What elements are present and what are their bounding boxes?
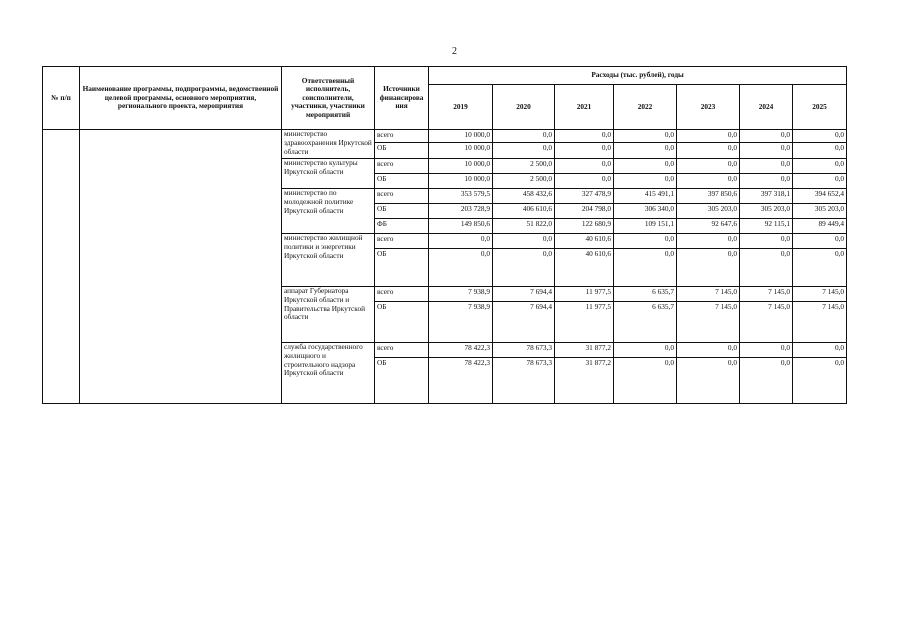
- amount-cell: 0,0: [677, 343, 740, 358]
- amount-cell: 6 635,7: [614, 302, 677, 343]
- header-source: Источники финансирова ния: [375, 67, 429, 130]
- amount-cell: 0,0: [677, 130, 740, 143]
- source-cell: ОБ: [375, 204, 429, 219]
- amount-cell: 10 000,0: [429, 143, 493, 159]
- amount-cell: 0,0: [429, 234, 493, 249]
- amount-cell: 0,0: [793, 358, 847, 404]
- header-year: 2022: [614, 85, 677, 130]
- amount-cell: 0,0: [614, 130, 677, 143]
- source-cell: ОБ: [375, 302, 429, 343]
- source-cell: всего: [375, 159, 429, 174]
- amount-cell: 78 673,3: [493, 358, 555, 404]
- amount-cell: 92 647,6: [677, 219, 740, 234]
- source-cell: всего: [375, 287, 429, 302]
- executor-cell: аппарат Губернатора Иркутской области и Правительства Иркутской области: [282, 287, 375, 343]
- amount-cell: 306 340,0: [614, 204, 677, 219]
- amount-cell: 353 579,5: [429, 189, 493, 204]
- header-year: 2024: [740, 85, 793, 130]
- amount-cell: 0,0: [555, 159, 614, 174]
- source-cell: всего: [375, 189, 429, 204]
- amount-cell: 7 694,4: [493, 287, 555, 302]
- amount-cell: 11 977,5: [555, 302, 614, 343]
- amount-cell: 397 318,1: [740, 189, 793, 204]
- amount-cell: 305 203,0: [677, 204, 740, 219]
- amount-cell: 327 478,9: [555, 189, 614, 204]
- header-year: 2020: [493, 85, 555, 130]
- amount-cell: 40 610,6: [555, 234, 614, 249]
- executor-cell: министерство по молодежной политике Иркутской области: [282, 189, 375, 234]
- amount-cell: 0,0: [740, 143, 793, 159]
- amount-cell: 7 938,9: [429, 287, 493, 302]
- amount-cell: 0,0: [677, 234, 740, 249]
- amount-cell: 51 822,0: [493, 219, 555, 234]
- amount-cell: 122 680,9: [555, 219, 614, 234]
- amount-cell: 0,0: [614, 174, 677, 189]
- amount-cell: 0,0: [677, 143, 740, 159]
- source-cell: ОБ: [375, 174, 429, 189]
- amount-cell: 0,0: [493, 130, 555, 143]
- page-number: 2: [452, 46, 457, 57]
- amount-cell: 40 610,6: [555, 249, 614, 287]
- source-cell: ФБ: [375, 219, 429, 234]
- source-cell: ОБ: [375, 358, 429, 404]
- amount-cell: 0,0: [740, 343, 793, 358]
- header-year: 2023: [677, 85, 740, 130]
- table-row: [43, 130, 847, 143]
- amount-cell: 0,0: [740, 234, 793, 249]
- source-cell: ОБ: [375, 249, 429, 287]
- header-year: 2021: [555, 85, 614, 130]
- amount-cell: 78 422,3: [429, 358, 493, 404]
- amount-cell: 397 850,6: [677, 189, 740, 204]
- amount-cell: 7 145,0: [677, 302, 740, 343]
- amount-cell: 7 145,0: [740, 302, 793, 343]
- amount-cell: 0,0: [677, 249, 740, 287]
- amount-cell: 6 635,7: [614, 287, 677, 302]
- amount-cell: 7 145,0: [793, 287, 847, 302]
- amount-cell: 0,0: [493, 143, 555, 159]
- amount-cell: 0,0: [555, 143, 614, 159]
- header-year: 2025: [793, 85, 847, 130]
- amount-cell: 0,0: [793, 234, 847, 249]
- source-cell: ОБ: [375, 143, 429, 159]
- amount-cell: 305 203,0: [793, 204, 847, 219]
- amount-cell: 0,0: [793, 174, 847, 189]
- amount-cell: 89 449,4: [793, 219, 847, 234]
- amount-cell: 2 500,0: [493, 159, 555, 174]
- amount-cell: 7 145,0: [793, 302, 847, 343]
- amount-cell: 0,0: [614, 159, 677, 174]
- amount-cell: 0,0: [677, 159, 740, 174]
- amount-cell: 31 877,2: [555, 358, 614, 404]
- header-year: 2019: [429, 85, 493, 130]
- amount-cell: 0,0: [555, 130, 614, 143]
- header-no: № п/п: [43, 67, 80, 130]
- amount-cell: 149 850,6: [429, 219, 493, 234]
- executor-cell: министерство культуры Иркутской области: [282, 159, 375, 189]
- amount-cell: 305 203,0: [740, 204, 793, 219]
- amount-cell: 0,0: [740, 130, 793, 143]
- amount-cell: 0,0: [614, 249, 677, 287]
- amount-cell: 0,0: [493, 249, 555, 287]
- amount-cell: 0,0: [555, 174, 614, 189]
- amount-cell: 10 000,0: [429, 174, 493, 189]
- amount-cell: 0,0: [740, 358, 793, 404]
- amount-cell: 415 491,1: [614, 189, 677, 204]
- executor-cell: служба государственного жилищного и строительного надзора Иркутской области: [282, 343, 375, 404]
- amount-cell: 78 422,3: [429, 343, 493, 358]
- amount-cell: 0,0: [493, 234, 555, 249]
- amount-cell: 0,0: [740, 174, 793, 189]
- amount-cell: 458 432,6: [493, 189, 555, 204]
- amount-cell: 0,0: [677, 358, 740, 404]
- executor-cell: министерство здравоохранения Иркутской области: [282, 130, 375, 159]
- source-cell: всего: [375, 343, 429, 358]
- amount-cell: 406 610,6: [493, 204, 555, 219]
- amount-cell: 0,0: [429, 249, 493, 287]
- amount-cell: 0,0: [614, 143, 677, 159]
- amount-cell: 31 877,2: [555, 343, 614, 358]
- executor-cell: министерство жилищной политики и энергетики Иркутской области: [282, 234, 375, 287]
- amount-cell: 0,0: [793, 343, 847, 358]
- amount-cell: 0,0: [793, 130, 847, 143]
- amount-cell: 394 652,4: [793, 189, 847, 204]
- header-expenses: Расходы (тыс. рублей), годы: [429, 67, 847, 85]
- amount-cell: 0,0: [740, 249, 793, 287]
- amount-cell: 10 000,0: [429, 159, 493, 174]
- amount-cell: 0,0: [614, 343, 677, 358]
- amount-cell: 92 115,1: [740, 219, 793, 234]
- amount-cell: 7 938,9: [429, 302, 493, 343]
- expenses-table: [42, 66, 847, 404]
- amount-cell: 7 145,0: [677, 287, 740, 302]
- amount-cell: 0,0: [793, 249, 847, 287]
- amount-cell: 0,0: [614, 234, 677, 249]
- header-name: Наименование программы, подпрограммы, ведомственной целевой программы, основного мероприятия, регионального проекта, мероприятия: [80, 67, 282, 130]
- amount-cell: 109 151,1: [614, 219, 677, 234]
- amount-cell: 7 694,4: [493, 302, 555, 343]
- header-executor: Ответственный исполнитель, соисполнители, участники, участники мероприятий: [282, 67, 375, 130]
- amount-cell: 7 145,0: [740, 287, 793, 302]
- amount-cell: 78 673,3: [493, 343, 555, 358]
- row-number-cell: [43, 130, 80, 404]
- amount-cell: 0,0: [793, 159, 847, 174]
- amount-cell: 203 728,9: [429, 204, 493, 219]
- amount-cell: 11 977,5: [555, 287, 614, 302]
- amount-cell: 204 798,0: [555, 204, 614, 219]
- amount-cell: 0,0: [793, 143, 847, 159]
- amount-cell: 0,0: [677, 174, 740, 189]
- amount-cell: 10 000,0: [429, 130, 493, 143]
- source-cell: всего: [375, 234, 429, 249]
- amount-cell: 0,0: [740, 159, 793, 174]
- amount-cell: 0,0: [614, 358, 677, 404]
- program-name-cell: [80, 130, 282, 404]
- source-cell: всего: [375, 130, 429, 143]
- amount-cell: 2 500,0: [493, 174, 555, 189]
